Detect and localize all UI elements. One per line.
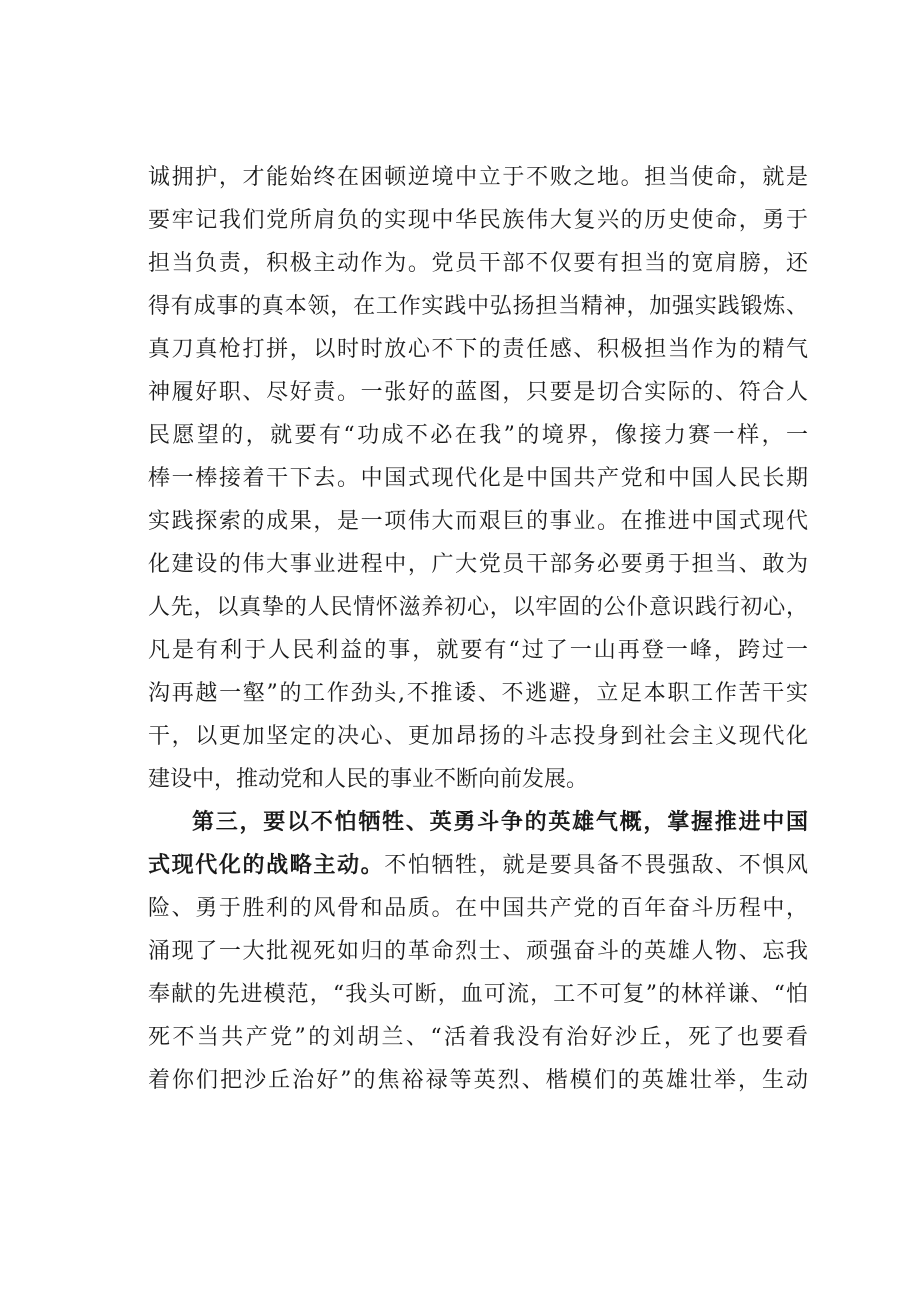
text-line: 凡是有利于人民利益的事，就要有“过了一山再登一峰，跨过一 [148,638,808,663]
paragraph-2 [148,801,808,1102]
text-line: 实践探索的成果，是一项伟大而艰巨的事业。在推进中国式现代 [148,509,808,534]
section-heading-end: 式现代化的战略主动。 [148,852,385,878]
text-line: 诚拥护，才能始终在困顿逆境中立于不败之地。担当使命，就是 [148,165,808,190]
paragraph-1 [148,156,808,801]
text-line: 神履好职、尽好责。一张好的蓝图，只要是切合实际的、符合人 [148,380,808,405]
text-line: 着你们把沙丘治好”的焦裕禄等英烈、楷模们的英雄壮举，生动 [148,1068,808,1093]
text-line: 死不当共产党”的刘胡兰、“活着我没有治好沙丘，死了也要看 [148,1025,808,1050]
text-line: 担当负责，积极主动作为。党员干部不仅要有担当的宽肩膀，还 [148,251,808,276]
text-line: 险、勇于胜利的风骨和品质。在中国共产党的百年奋斗历程中， [148,896,808,921]
text-line: 要牢记我们党所肩负的实现中华民族伟大复兴的历史使命，勇于 [148,208,808,233]
text-line [148,844,808,887]
text-run: 不怕牺牲，就是要具备不畏强敌、不惧风 [384,853,808,878]
text-line: 化建设的伟大事业进程中，广大党员干部务必要勇于担当、敢为 [148,552,808,577]
text-line: 涌现了一大批视死如归的革命烈士、顽强奋斗的英雄人物、忘我 [148,939,808,964]
text-line: 奉献的先进模范，“我头可断，血可流，工不可复”的林祥谦、“怕 [148,982,808,1007]
document-body [148,156,808,1102]
text-line: 真刀真枪打拼，以时时放心不下的责任感、积极担当作为的精气 [148,337,808,362]
section-heading-line: 第三，要以不怕牺牲、英勇斗争的英雄气概，掌握推进中国 [192,809,808,835]
text-line: 得有成事的真本领，在工作实践中弘扬担当精神，加强实践锻炼、 [148,294,808,319]
text-line: 民愿望的，就要有“功成不必在我”的境界，像接力赛一样，一 [148,423,808,448]
text-line: 干，以更加坚定的决心、更加昂扬的斗志投身到社会主义现代化 [148,724,808,749]
text-line: 建设中，推动党和人民的事业不断向前发展。 [148,767,589,792]
text-line: 沟再越一壑”的工作劲头,不推诿、不逃避，立足本职工作苦干实 [148,681,808,706]
text-line: 人先，以真挚的人民情怀滋养初心，以牢固的公仆意识践行初心， [148,595,808,620]
text-line: 棒一棒接着干下去。中国式现代化是中国共产党和中国人民长期 [148,466,808,491]
